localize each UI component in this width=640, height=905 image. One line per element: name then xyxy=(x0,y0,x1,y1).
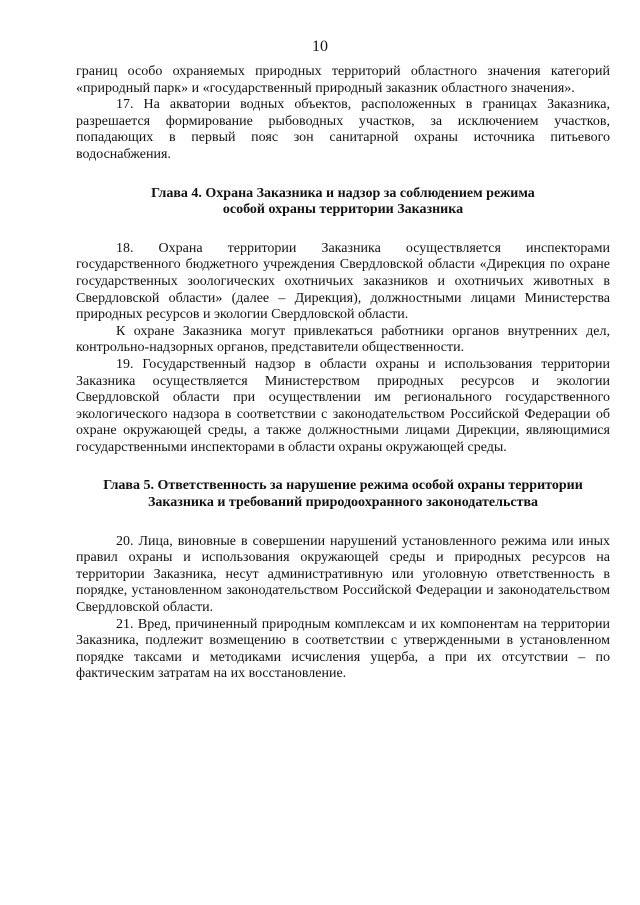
chapter-5-heading-line-2: Заказника и требований природоохранного законодательства xyxy=(147,495,539,511)
chapter-5-heading xyxy=(76,478,610,511)
chapter-4-heading-line-2: особой охраны территории Заказника xyxy=(222,202,464,218)
chapter-4-heading-line-1: Глава 4. Охрана Заказника и надзор за соблюдением режима xyxy=(151,185,535,201)
paragraph-21: 21. Вред, причиненный природным комплексам и их компонентам на территории Заказника, подлежит возмещению в соответствии с утвержденными в установленном порядке таксами и методиками исчисления ущерба, а при их отсутствии – по фактическим затратам на их восстановление. xyxy=(76,616,610,682)
chapter-5-heading-line-1: Глава 5. Ответственность за нарушение режима особой охраны территории xyxy=(103,478,583,494)
paragraph-20: 20. Лица, виновные в совершении нарушений установленного режима или иных правил охраны и использования окружающей среды и природных ресурсов на территории Заказника, несут административную или уголовную ответственность в порядке, установленном законодательством Российской Федерации и законодательством Свердловской области. xyxy=(76,533,610,616)
paragraph-18: 18. Охрана территории Заказника осуществляется инспекторами государственного бюджетного учреждения Свердловской области «Дирекция по охране государственных зоологических охотничьих заказников и охотничьих животных в Свердловской области» (далее – Дирекция), должностными лицами Министерства природных ресурсов и экологии Свердловской области. xyxy=(76,240,610,323)
paragraph-18-protection: К охране Заказника могут привлекаться работники органов внутренних дел, контрольно-надзорных органов, представители общественности. xyxy=(76,323,610,356)
chapter-4-heading xyxy=(76,186,610,219)
paragraph-continuation: границ особо охраняемых природных территорий областного значения категорий «природный парк» и «государственный природный заказник областного значения». xyxy=(76,64,610,96)
paragraph-17: 17. На акватории водных объектов, расположенных в границах Заказника, разрешается формирование рыбоводных участков, за исключением участков, попадающих в первый пояс зон санитарной охраны источника питьевого водоснабжения. xyxy=(76,97,610,162)
document-body xyxy=(76,64,610,683)
paragraph-19: 19. Государственный надзор в области охраны и использования территории Заказника осуществляется Министерством природных ресурсов и экологии Свердловской области при осуществлении им регионального государственного экологического надзора в соответствии с законодательством Российской Федерации об охране окружающей среды, а также должностными лицами Дирекции, являющимися государственными инспекторами в области охраны окружающей среды. xyxy=(76,356,610,455)
page-number: 10 xyxy=(312,38,328,55)
